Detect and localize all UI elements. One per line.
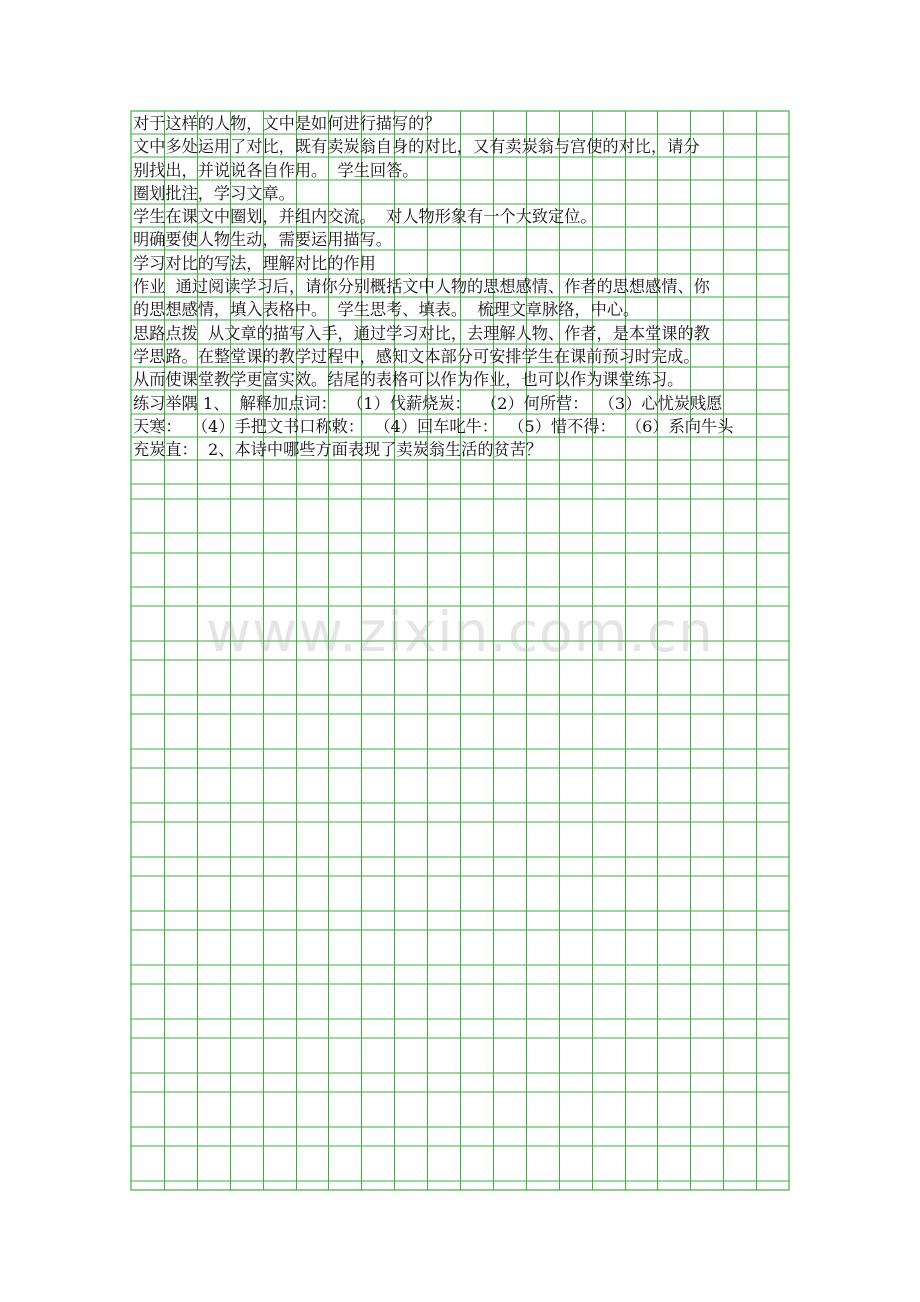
text-line: 别找出，并说说各自作用。 学生回答。 — [133, 160, 419, 180]
text-line: 圈划批注，学习文章。 — [133, 183, 295, 203]
text-line: 对于这样的人物，文中是如何进行描写的？ — [133, 114, 441, 133]
text-line: 明确要使人物生动，需要运用描写。 — [133, 230, 392, 250]
text-line: 从而使课堂教学更富实效。结尾的表格可以作为作业，也可以作为课堂练习。 — [133, 370, 684, 390]
text-line: 练习举隅 1、 解释加点词： （1）伐薪烧炭： （2）何所营： （3）心忧炭贱愿 — [133, 393, 723, 413]
text-line: 学生在课文中圈划，并组内交流。 对人物形象有一个大致定位。 — [133, 207, 597, 227]
text-line: 天寒： （4）手把文书口称敕： （4）回车叱牛： （5）惜不得： （6）系向牛头 — [133, 416, 734, 436]
text-line: 学思路。在整堂课的教学过程中，感知文本部分可安排学生在课前预习时完成。 — [133, 346, 700, 366]
text-line: 学习对比的写法，理解对比的作用 — [133, 253, 376, 273]
text-line: 的思想感情，填入表格中。 学生思考、填表。 梳理文章脉络，中心。 — [133, 300, 640, 320]
text-line: 思路点拨 从文章的描写入手，通过学习对比，去理解人物、作者，是本堂课的教 — [133, 323, 710, 343]
document-text — [133, 112, 789, 461]
text-line: 充炭直： 2、本诗中哪些方面表现了卖炭翁生活的贫苦？ — [133, 440, 543, 460]
text-line: 作业 通过阅读学习后，请你分别概括文中人物的思想感情、作者的思想感情、你 — [133, 277, 710, 297]
watermark: www.zixin.com.cn — [206, 600, 714, 664]
text-line: 文中多处运用了对比，既有卖炭翁自身的对比，又有卖炭翁与宫使的对比，请分 — [133, 137, 700, 157]
